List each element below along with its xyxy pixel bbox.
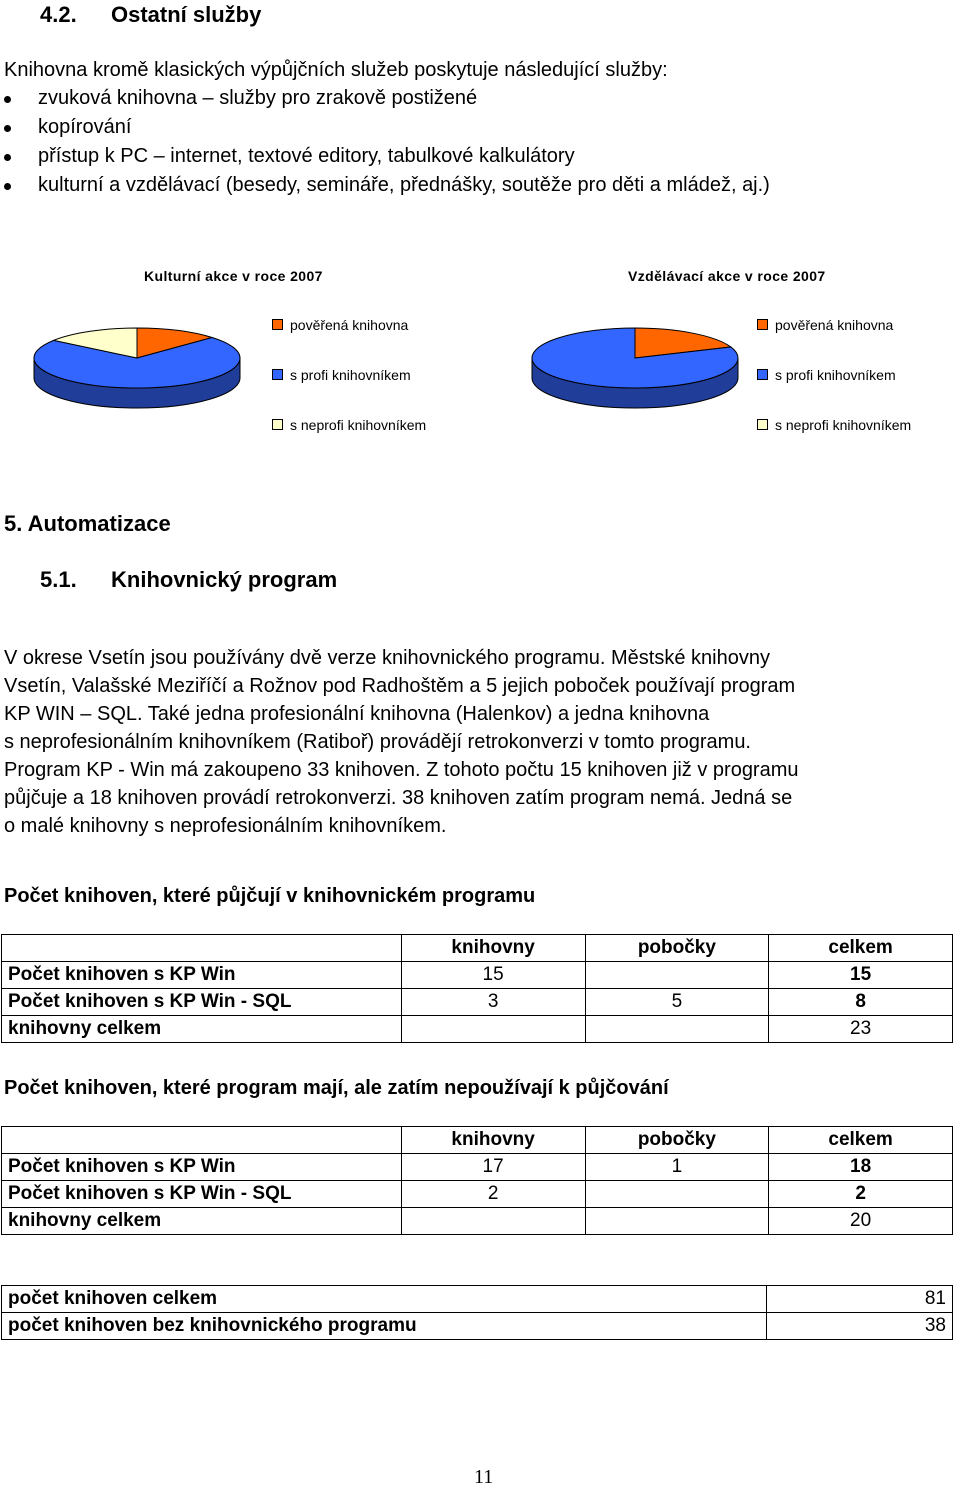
legend-swatch-orange bbox=[757, 319, 768, 330]
table-row bbox=[2, 962, 953, 989]
table-cell bbox=[585, 962, 769, 989]
table-header: pobočky bbox=[585, 1127, 769, 1154]
table-cell: 17 bbox=[401, 1154, 585, 1181]
table-2 bbox=[1, 1126, 953, 1235]
legend-swatch-blue bbox=[757, 369, 768, 380]
table-row bbox=[2, 1154, 953, 1181]
legend-entry bbox=[272, 366, 426, 383]
legend-swatch-cream bbox=[757, 419, 768, 430]
legend-entry bbox=[757, 416, 911, 433]
table-row bbox=[2, 1016, 953, 1043]
table-cell: knihovny celkem bbox=[2, 1208, 402, 1235]
table-cell: 2 bbox=[401, 1181, 585, 1208]
list-item: zvuková knihovna – služby pro zrakově postižené bbox=[0, 84, 940, 113]
table-row bbox=[2, 989, 953, 1016]
section-4-2-number: 4.2. bbox=[40, 2, 77, 27]
table-cell: 15 bbox=[769, 962, 953, 989]
paragraph-line: Vsetín, Valašské Meziříčí a Rožnov pod Radhoštěm a 5 jejich poboček používají program bbox=[4, 675, 796, 697]
table-row bbox=[2, 1181, 953, 1208]
table-cell: 1 bbox=[585, 1154, 769, 1181]
table-row bbox=[2, 1208, 953, 1235]
paragraph-line: Program KP - Win má zakoupeno 33 knihoven. Z tohoto počtu 15 knihoven již v programu bbox=[4, 759, 799, 781]
section-5-1-title: Knihovnický program bbox=[111, 567, 338, 592]
table-cell: 15 bbox=[401, 962, 585, 989]
table-cell bbox=[585, 1208, 769, 1235]
table-cell: Počet knihoven s KP Win - SQL bbox=[2, 989, 402, 1016]
table-2-title: Počet knihoven, které program mají, ale zatím nepoužívají k půjčování bbox=[4, 1077, 669, 1099]
table-cell bbox=[2, 935, 402, 962]
chart-1-pie bbox=[30, 320, 245, 412]
table-row bbox=[2, 1286, 953, 1313]
page-number: 11 bbox=[474, 1466, 494, 1488]
table-cell bbox=[2, 1127, 402, 1154]
section-4-2-title: Ostatní služby bbox=[111, 2, 262, 27]
legend-label: s neprofi knihovníkem bbox=[290, 416, 427, 433]
table-cell: počet knihoven celkem bbox=[2, 1286, 767, 1313]
legend-swatch-cream bbox=[272, 419, 283, 430]
services-intro: Knihovna kromě klasických výpůjčních služeb poskytuje následující služby: bbox=[4, 59, 668, 81]
table-header: celkem bbox=[769, 935, 953, 962]
table-cell: 18 bbox=[769, 1154, 953, 1181]
legend-label: s neprofi knihovníkem bbox=[775, 416, 912, 433]
paragraph-line: o malé knihovny s neprofesionálním knihovníkem. bbox=[4, 815, 447, 837]
table-header: knihovny bbox=[401, 1127, 585, 1154]
table-cell: 3 bbox=[401, 989, 585, 1016]
table-cell bbox=[401, 1208, 585, 1235]
paragraph-line: KP WIN – SQL. Také jedna profesionální knihovna (Halenkov) a jedna knihovna bbox=[4, 703, 710, 725]
section-5-1-number: 5.1. bbox=[40, 567, 77, 592]
legend-label: s profi knihovníkem bbox=[775, 366, 896, 383]
list-item: přístup k PC – internet, textové editory, tabulkové kalkulátory bbox=[0, 142, 940, 171]
legend-entry bbox=[272, 316, 426, 333]
legend-entry bbox=[757, 316, 911, 333]
table-cell bbox=[585, 1181, 769, 1208]
table-cell: knihovny celkem bbox=[2, 1016, 402, 1043]
list-item: kopírování bbox=[0, 113, 940, 142]
section-5-title: Automatizace bbox=[27, 511, 171, 536]
table-cell: 8 bbox=[769, 989, 953, 1016]
chart-2-pie bbox=[528, 320, 743, 412]
paragraph-line: V okrese Vsetín jsou používány dvě verze knihovnického programu. Městské knihovny bbox=[4, 647, 770, 669]
table-header: pobočky bbox=[585, 935, 769, 962]
chart-1-legend bbox=[272, 316, 426, 433]
chart-1-title: Kulturní akce v roce 2007 bbox=[144, 268, 323, 284]
table-cell bbox=[401, 1016, 585, 1043]
legend-swatch-orange bbox=[272, 319, 283, 330]
table-header: knihovny bbox=[401, 935, 585, 962]
table-row bbox=[2, 1313, 953, 1340]
chart-2-title: Vzdělávací akce v roce 2007 bbox=[628, 268, 826, 284]
table-cell: Počet knihoven s KP Win - SQL bbox=[2, 1181, 402, 1208]
table-header-row bbox=[2, 1127, 953, 1154]
legend-entry bbox=[757, 366, 911, 383]
table-3 bbox=[1, 1285, 953, 1340]
section-5-heading bbox=[4, 511, 171, 537]
section-5-number: 5. bbox=[4, 511, 23, 536]
table-1 bbox=[1, 934, 953, 1043]
table-cell: 81 bbox=[767, 1286, 953, 1313]
table-cell: Počet knihoven s KP Win bbox=[2, 962, 402, 989]
legend-entry bbox=[272, 416, 426, 433]
table-header: celkem bbox=[769, 1127, 953, 1154]
paragraph-line: půjčuje a 18 knihoven provádí retrokonverzi. 38 knihoven zatím program nemá. Jedná se bbox=[4, 787, 793, 809]
table-cell: počet knihoven bez knihovnického programu bbox=[2, 1313, 767, 1340]
table-cell: Počet knihoven s KP Win bbox=[2, 1154, 402, 1181]
table-cell: 5 bbox=[585, 989, 769, 1016]
legend-label: pověřená knihovna bbox=[775, 316, 894, 333]
services-list bbox=[0, 84, 940, 200]
chart-2-legend bbox=[757, 316, 911, 433]
legend-label: s profi knihovníkem bbox=[290, 366, 411, 383]
table-cell bbox=[585, 1016, 769, 1043]
table-cell: 23 bbox=[769, 1016, 953, 1043]
table-cell: 2 bbox=[769, 1181, 953, 1208]
legend-swatch-blue bbox=[272, 369, 283, 380]
table-cell: 20 bbox=[769, 1208, 953, 1235]
table-1-title: Počet knihoven, které půjčují v knihovnickém programu bbox=[4, 885, 536, 907]
program-paragraph bbox=[4, 644, 960, 840]
list-item: kulturní a vzdělávací (besedy, semináře, přednášky, soutěže pro děti a mládež, aj.) bbox=[0, 171, 940, 200]
legend-label: pověřená knihovna bbox=[290, 316, 409, 333]
paragraph-line: s neprofesionálním knihovníkem (Ratiboř) provádějí retrokonverzi v tomto programu. bbox=[4, 731, 751, 753]
table-header-row bbox=[2, 935, 953, 962]
table-cell: 38 bbox=[767, 1313, 953, 1340]
